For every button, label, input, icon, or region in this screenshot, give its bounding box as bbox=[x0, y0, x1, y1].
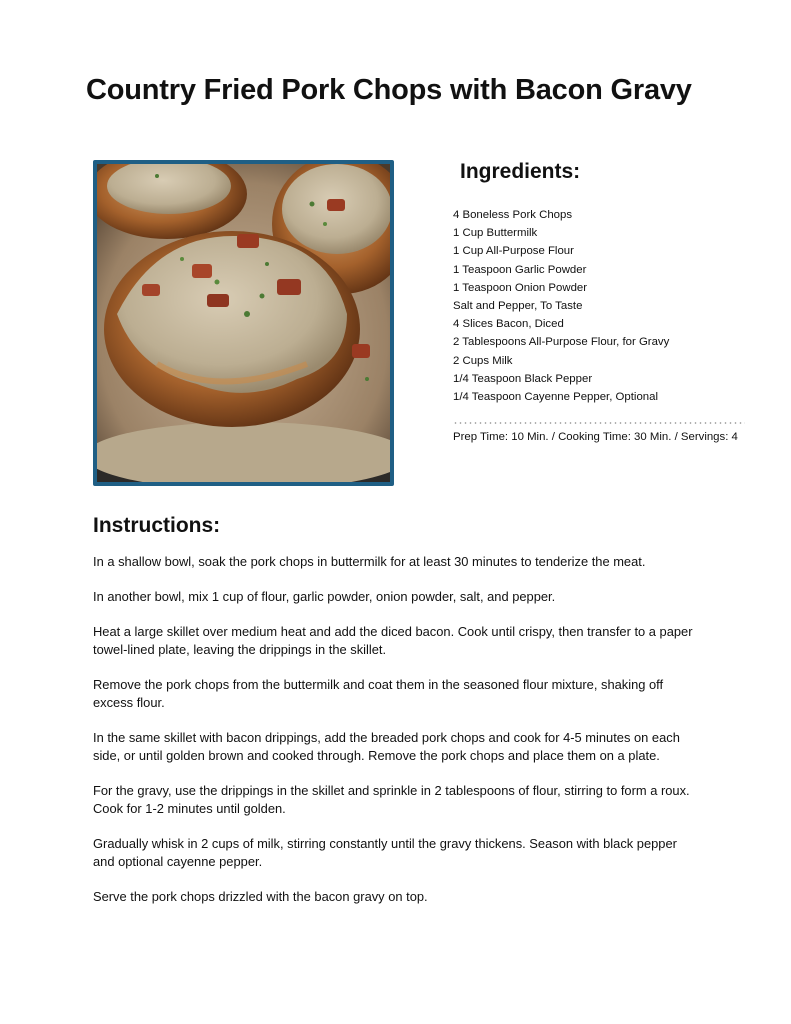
instruction-step: In a shallow bowl, soak the pork chops in buttermilk for at least 30 minutes to tenderize the meat. bbox=[93, 554, 646, 569]
ingredients-list bbox=[453, 206, 669, 406]
recipe-photo bbox=[93, 160, 394, 486]
instruction-step: In another bowl, mix 1 cup of flour, garlic powder, onion powder, salt, and pepper. bbox=[93, 589, 556, 604]
instruction-step: For the gravy, use the drippings in the skillet and sprinkle in 2 tablespoons of flour, stirring to form a roux. Cook for 1-2 minutes until golden. bbox=[93, 783, 690, 816]
recipe-title: Country Fried Pork Chops with Bacon Gravy bbox=[86, 74, 692, 106]
ingredient-item: 1 Cup Buttermilk bbox=[453, 227, 538, 240]
instructions-heading: Instructions: bbox=[93, 514, 221, 537]
ingredient-item: 1/4 Teaspoon Black Pepper bbox=[453, 372, 593, 385]
ingredient-item: 1/4 Teaspoon Cayenne Pepper, Optional bbox=[453, 391, 658, 404]
instruction-step: Serve the pork chops drizzled with the bacon gravy on top. bbox=[93, 889, 428, 904]
ingredient-item: 4 Boneless Pork Chops bbox=[453, 209, 573, 221]
instruction-step: Gradually whisk in 2 cups of milk, stirring constantly until the gravy thickens. Season with black pepper and optional cayenne pepper. bbox=[93, 836, 677, 869]
instruction-step: In the same skillet with bacon drippings, add the breaded pork chops and cook for 4-5 minutes on each side, or until golden brown and cooked through. Remove the pork chops and place them on a plate. bbox=[93, 730, 680, 763]
instruction-step: Heat a large skillet over medium heat and add the diced bacon. Cook until crispy, then transfer to a paper towel-lined plate, leaving the drippings in the skillet. bbox=[93, 624, 693, 657]
ingredients-heading: Ingredients: bbox=[460, 160, 581, 183]
ingredient-item: 2 Tablespoons All-Purpose Flour, for Gravy bbox=[453, 336, 670, 349]
dotted-divider bbox=[453, 421, 745, 425]
ingredient-item: 4 Slices Bacon, Diced bbox=[453, 318, 564, 331]
recipe-times-servings: Prep Time: 10 Min. / Cooking Time: 30 Min. / Servings: 4 bbox=[453, 431, 738, 443]
pork-chop-image bbox=[97, 164, 390, 482]
ingredient-item: 1 Cup All-Purpose Flour bbox=[453, 245, 574, 258]
ingredient-item: 1 Teaspoon Onion Powder bbox=[453, 281, 588, 294]
ingredient-item: Salt and Pepper, To Taste bbox=[453, 300, 583, 313]
ingredient-item: 2 Cups Milk bbox=[453, 354, 513, 367]
ingredient-item: 1 Teaspoon Garlic Powder bbox=[453, 263, 587, 276]
instruction-step: Remove the pork chops from the buttermilk and coat them in the seasoned flour mixture, shaking off excess flour. bbox=[93, 677, 664, 710]
instructions-list bbox=[93, 553, 698, 923]
